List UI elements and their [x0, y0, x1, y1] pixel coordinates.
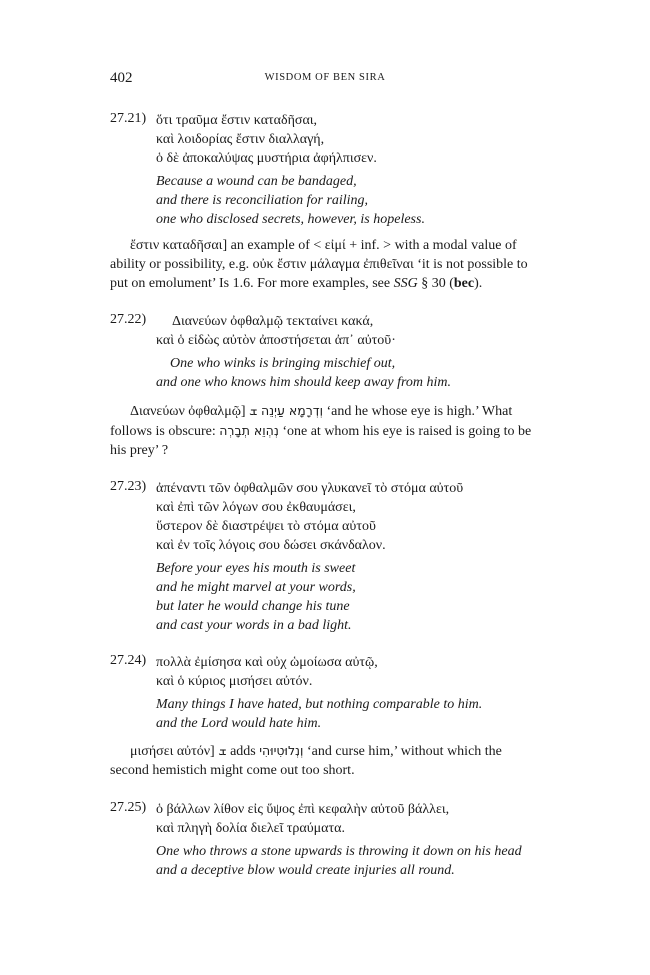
verse-27-24	[110, 653, 540, 733]
greek-line: καὶ ἐπὶ τῶν λόγων σου ἐκθαυμάσει,	[156, 500, 356, 515]
greek-line: καὶ λοιδορίας ἔστιν διαλλαγή,	[156, 132, 325, 147]
greek-line: καὶ πληγὴ δολία διελεῖ τραύματα.	[156, 821, 345, 836]
page-header	[110, 70, 540, 90]
translation-line: one who disclosed secrets, however, is hopeless.	[156, 212, 425, 227]
translation-line: Many things I have hated, but nothing comparable to him.	[156, 697, 483, 712]
translation-line: and he might marvel at your words,	[156, 580, 356, 595]
hebrew-phrase: וְדְרָמָא עַיְנֵה	[260, 403, 323, 418]
verse-27-21	[110, 111, 540, 227]
greek-line: καὶ ὁ κύριος μισήσει αὐτόν.	[156, 674, 313, 689]
translation-line: and the Lord would hate him.	[156, 716, 322, 731]
ssg-abbreviation: SSG	[393, 276, 418, 291]
translation-line: Because a wound can be bandaged,	[156, 174, 357, 189]
verse-27-25	[110, 800, 540, 880]
note-lemma: Διανεύων ὀφθαλμῷ]	[130, 404, 246, 419]
verse-ref: 27.22)	[110, 312, 147, 327]
verse-ref: 27.21)	[110, 111, 147, 126]
translation-line: and cast your words in a bad light.	[156, 618, 352, 633]
note-27-24: μισήσει αὐτόν] ܫ adds וְנְלוּטִיוּהִי ‘and curse him,’ without which the second hemistich might come out too short.	[110, 743, 502, 778]
greek-line: ὁ δὲ ἀποκαλύψας μυστήρια ἀφήλπισεν.	[156, 151, 377, 166]
verse-27-22	[110, 312, 540, 392]
greek-line: ὅτι τραῦμα ἔστιν καταδῆσαι,	[156, 113, 318, 128]
translation-line: One who winks is bringing mischief out,	[170, 356, 396, 371]
greek-line: Διανεύων ὀφθαλμῷ τεκταίνει κακά,	[172, 314, 374, 329]
verse-ref: 27.24)	[110, 653, 147, 668]
greek-line: καὶ ἐν τοῖς λόγοις σου δώσει σκάνδαλον.	[156, 538, 386, 553]
translation-line: and a deceptive blow would create injuries all round.	[156, 863, 455, 878]
translation-line: and there is reconciliation for railing,	[156, 193, 369, 208]
note-27-21: ἔστιν καταδῆσαι] an example of < εἰμί + inf. > with a modal value of ability or possibility, e.g. οὐκ ἔστιν μάλαγμα ἐπιθεῖναι ‘it is not possible to put on emolument’ Is 1.6. For more examples, see SSG § 30 (bec).	[110, 238, 528, 291]
verse-27-23	[110, 479, 540, 633]
bec-abbreviation: bec	[453, 276, 475, 291]
translation-line: One who throws a stone upwards is throwing it down on his head	[156, 844, 522, 859]
note-lemma: μισήσει αὐτόν]	[130, 744, 215, 759]
verse-ref: 27.23)	[110, 479, 147, 494]
greek-line: ὁ βάλλων λίθον εἰς ὕψος ἐπὶ κεφαλὴν αὐτοῦ βάλλει,	[156, 802, 450, 817]
hebrew-phrase: נְהְוֵא תְבָרְה	[219, 423, 279, 438]
greek-line: καὶ ὁ εἰδὼς αὐτὸν ἀποστήσεται ἀπ᾽ αὐτοῦ·	[156, 333, 396, 348]
note-27-22: Διανεύων ὀφθαλμῷ] ܫ וְדְרָמָא עַיְנֵה ‘and he whose eye is high.’ What follows is obscure: נְהְוֵא תְבָרְה ‘one at whom his eye is raised is going to be his prey’ ?	[110, 403, 532, 458]
syriac-siglum: ܫ	[249, 404, 258, 419]
verse-ref: 27.25)	[110, 800, 147, 815]
translation-line: but later he would change his tune	[156, 599, 350, 614]
translation-line: Before your eyes his mouth is sweet	[156, 561, 356, 576]
greek-line: ὕστερον δὲ διαστρέψει τὸ στόμα αὐτοῦ	[156, 519, 376, 534]
page-number: 402	[110, 70, 133, 86]
syriac-siglum: ܫ	[218, 744, 227, 759]
running-head: WISDOM OF BEN SIRA	[264, 72, 386, 83]
greek-line: ἀπέναντι τῶν ὀφθαλμῶν σου γλυκανεῖ τὸ στόμα αὐτοῦ	[156, 481, 464, 496]
note-lemma: ἔστιν καταδῆσαι]	[130, 238, 228, 253]
translation-line: and one who knows him should keep away from him.	[156, 375, 452, 390]
hebrew-phrase: וְנְלוּטִיוּהִי	[259, 743, 304, 758]
greek-line: πολλὰ ἐμίσησα καὶ οὐχ ὡμοίωσα αὐτῷ,	[156, 655, 378, 670]
